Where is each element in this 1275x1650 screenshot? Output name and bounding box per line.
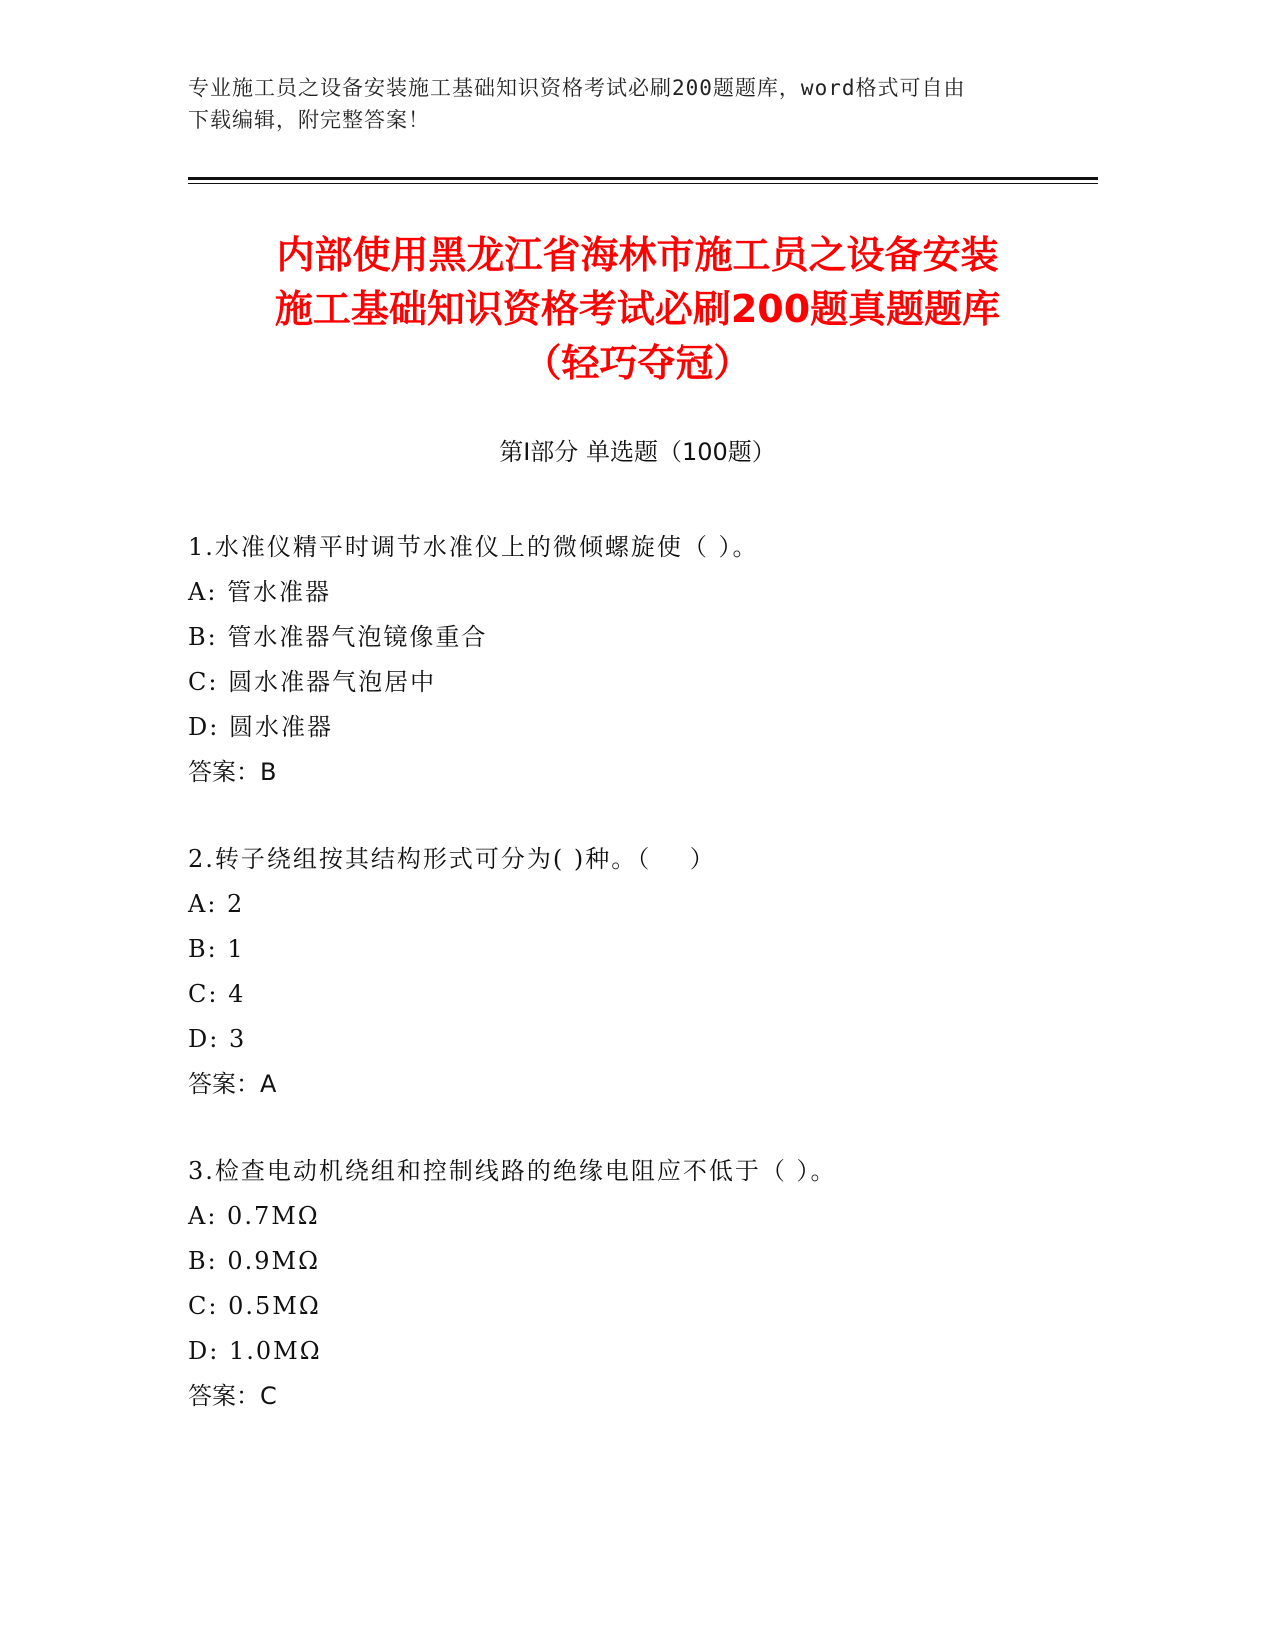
option-d: D: 3 [188, 1025, 247, 1053]
header-divider-thick [188, 177, 1098, 180]
answer-line: 答案：A [188, 1070, 277, 1098]
answer-line: 答案：B [188, 758, 277, 786]
option-b: B: 1 [188, 935, 245, 963]
option-a: A: 0.7MΩ [188, 1202, 320, 1230]
question-list [188, 525, 1138, 1461]
option-b: B: 0.9MΩ [188, 1247, 320, 1275]
document-title-line-1: 内部使用黑龙江省海林市施工员之设备安装 [276, 233, 999, 277]
document-title-line-2: 施工基础知识资格考试必刷200题真题题库 [274, 287, 1001, 331]
header-note-line-2: 下载编辑，附完整答案！ [188, 108, 430, 132]
option-b: B: 管水准器气泡镜像重合 [188, 623, 488, 651]
option-a: A: 2 [188, 890, 245, 918]
option-a: A: 管水准器 [188, 578, 332, 606]
option-c: C: 圆水准器气泡居中 [188, 668, 437, 696]
question-2 [188, 837, 1138, 1107]
option-c: C: 0.5MΩ [188, 1292, 321, 1320]
section-title: 第Ⅰ部分 单选题（100题） [499, 438, 776, 466]
question-1 [188, 525, 1138, 795]
header-note-line-1: 专业施工员之设备安装施工基础知识资格考试必刷200题题库，word格式可自由 [188, 76, 966, 100]
document-title-line-3: （轻巧夺冠） [523, 341, 752, 385]
question-3 [188, 1149, 1138, 1419]
option-c: C: 4 [188, 980, 246, 1008]
document-title [150, 228, 1125, 390]
question-stem: 1.水准仪精平时调节水准仪上的微倾螺旋使（ ）。 [188, 533, 759, 561]
header-note [188, 72, 1068, 136]
header-divider-thin [188, 183, 1098, 184]
option-d: D: 圆水准器 [188, 713, 333, 741]
question-stem: 3.检查电动机绕组和控制线路的绝缘电阻应不低于（ ）。 [188, 1157, 837, 1185]
question-stem: 2.转子绕组按其结构形式可分为( )种。（ ） [188, 845, 716, 873]
answer-line: 答案：C [188, 1382, 277, 1410]
option-d: D: 1.0MΩ [188, 1337, 322, 1365]
